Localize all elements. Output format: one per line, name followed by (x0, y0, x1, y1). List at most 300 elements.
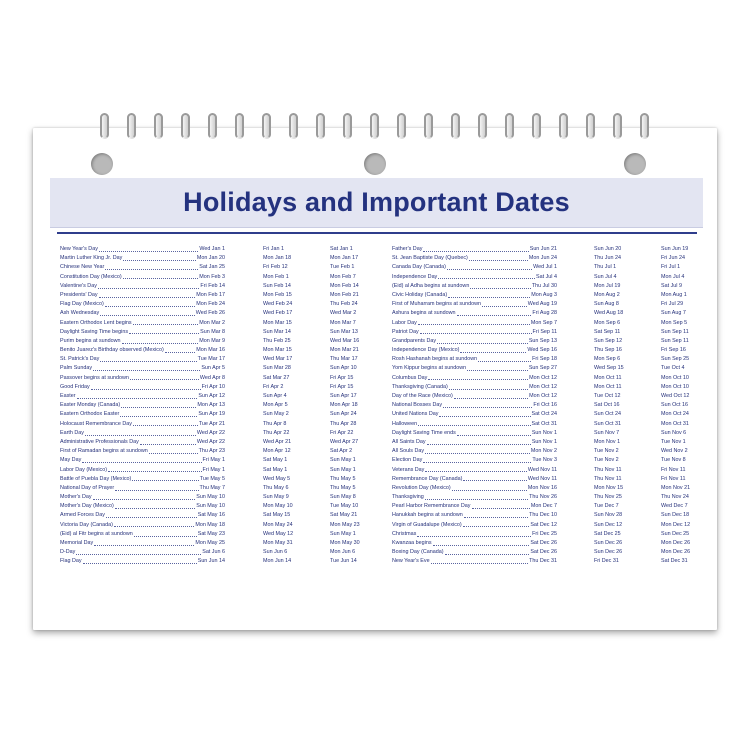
holiday-date-year2: Sat May 1 (263, 466, 288, 473)
holiday-date-year2: Wed Feb 17 (263, 310, 293, 317)
leader-dots (100, 355, 196, 362)
holiday-date-year3: Wed Mar 16 (330, 337, 360, 344)
holiday-date-year1: Tue Apr 21 (198, 420, 225, 427)
holiday-row (60, 355, 225, 364)
holiday-date-year1: Sat May 23 (197, 530, 225, 537)
holiday-date-year3: Tue Oct 4 (661, 365, 685, 372)
holiday-name: Civic Holiday (Canada) (392, 291, 448, 298)
holiday-date-year1: Tue Mar 17 (197, 356, 225, 363)
holiday-date-year3: Mon Jan 17 (330, 255, 359, 262)
leader-dots (91, 383, 201, 390)
holiday-row (392, 447, 557, 456)
left-holiday-names (60, 245, 225, 567)
holiday-name: Halloween (392, 420, 418, 427)
holiday-date-year2: Mon Mar 15 (263, 347, 292, 354)
holiday-row (60, 245, 225, 254)
holiday-date-year1: Tue Nov 3 (532, 457, 557, 464)
leader-dots (452, 484, 527, 491)
holiday-name: Valentine's Day (60, 282, 97, 289)
holiday-date-year1: Fri May 1 (202, 457, 225, 464)
holiday-date-year1: Sun Jun 21 (529, 246, 557, 252)
holiday-name: Boxing Day (Canada) (392, 549, 444, 556)
binding-ring (181, 113, 190, 139)
holiday-row (392, 254, 557, 263)
binding-ring (127, 113, 136, 139)
holiday-date-year3: Mon Oct 31 (661, 420, 689, 427)
holiday-name: Yom Kippur begins at sundown (392, 365, 467, 372)
binding-ring (532, 113, 541, 139)
holiday-name: Mother's Day (Mexico) (60, 503, 114, 510)
holiday-date-year1: Sun Mar 8 (200, 328, 225, 335)
holiday-date-year2: Sun Jun 20 (594, 246, 622, 252)
holiday-name: (Eid) al Adha begins at sundown (392, 282, 470, 289)
holiday-name: Ash Wednesday (60, 310, 100, 317)
holiday-name: Christmas (392, 530, 417, 537)
leader-dots (438, 273, 535, 280)
holiday-date-year2: Sun Feb 14 (263, 282, 291, 289)
holiday-row (392, 539, 557, 548)
holiday-date-year3: Mon Jul 4 (661, 273, 685, 280)
holiday-date-year2: Wed May 12 (263, 530, 294, 537)
holiday-name: Independence Day (392, 273, 438, 280)
holiday-date-year2: Sat May 15 (263, 512, 291, 519)
holiday-date-year2: Mon Oct 11 (594, 383, 622, 390)
holiday-date-year1: Mon Oct 12 (529, 383, 557, 390)
holiday-row (60, 401, 225, 410)
leader-dots (133, 420, 198, 427)
holiday-date-year1: Tue May 5 (199, 475, 225, 482)
leader-dots (470, 282, 531, 289)
holiday-date-year2: Thu Apr 8 (263, 420, 287, 427)
holiday-date-year2: Wed Feb 24 (263, 301, 293, 308)
leader-dots (121, 401, 196, 408)
leader-dots (99, 245, 198, 252)
holiday-date-year1: Thu Dec 10 (529, 512, 557, 519)
leader-dots (457, 429, 531, 436)
holiday-date-year1: Fri Oct 16 (533, 402, 557, 409)
holiday-date-year1: Mon Feb 3 (199, 273, 225, 280)
holiday-date-year3: Tue May 10 (330, 503, 359, 510)
holiday-date-year1: Mon Mar 9 (199, 337, 225, 344)
holiday-date-year1: Mon Oct 12 (529, 374, 557, 381)
holiday-date-year2: Thu Jul 1 (594, 264, 617, 271)
holiday-date-year1: Wed Sep 16 (527, 347, 557, 354)
holiday-row (392, 263, 557, 272)
holiday-date-year3: Sun Dec 18 (661, 512, 690, 519)
holiday-date-year2: Sat Oct 16 (594, 402, 620, 409)
holiday-date-year2: Thu Sep 16 (594, 347, 622, 354)
holiday-row (60, 273, 225, 282)
holiday-date-year2: Mon Apr 5 (263, 402, 288, 409)
holiday-date-year1: Mon Jun 24 (528, 255, 557, 262)
holiday-name: National Day of Prayer (60, 484, 115, 491)
holiday-date-year3: Sun Jun 19 (661, 246, 689, 252)
leader-dots (447, 263, 532, 270)
holiday-date-year1: Wed Jul 1 (533, 264, 557, 271)
holiday-date-year2: Mon Feb 15 (263, 291, 292, 298)
holiday-date-year3: Tue Nov 1 (661, 438, 686, 445)
holiday-row (60, 319, 225, 328)
holiday-date-year1: Sun Apr 12 (198, 393, 225, 399)
holiday-row (392, 309, 557, 318)
holiday-row (60, 300, 225, 309)
holiday-name: Victoria Day (Canada) (60, 521, 113, 528)
holiday-row (60, 383, 225, 392)
holiday-date-year2: Tue Dec 7 (594, 503, 619, 510)
holiday-date-year1: Mon Feb 24 (196, 301, 225, 308)
holiday-name: All Souls Day (392, 448, 425, 455)
holiday-name: Flag Day (Mexico) (60, 301, 104, 308)
holiday-name: D-Day (60, 549, 76, 556)
right-year3-dates (661, 245, 716, 567)
holiday-row (60, 521, 225, 530)
holiday-date-year3: Fri Nov 11 (661, 475, 686, 482)
holiday-date-year1: Fri May 1 (202, 466, 225, 473)
holiday-row (60, 254, 225, 263)
leader-dots (76, 548, 201, 555)
binding-ring (370, 113, 379, 139)
holiday-date-year1: Wed Aug 19 (527, 301, 557, 308)
holiday-date-year2: Mon Nov 1 (594, 438, 621, 445)
holiday-date-year1: Mon Mar 2 (199, 319, 225, 326)
holiday-row (392, 392, 557, 401)
holiday-date-year1: Wed Nov 11 (527, 466, 557, 473)
leader-dots (140, 438, 196, 445)
binding-ring (289, 113, 298, 139)
right-year2-dates (594, 245, 649, 567)
holiday-date-year1: Sun Apr 19 (198, 411, 225, 418)
holiday-name: Holocaust Remembrance Day (60, 420, 132, 427)
holiday-date-year2: Thu Nov 11 (594, 475, 622, 482)
holiday-date-year3: Thu Feb 24 (330, 301, 358, 308)
holiday-date-year2: Mon Nov 15 (594, 484, 624, 491)
holiday-name: Armed Forces Day (60, 512, 105, 519)
holiday-name: Daylight Saving Time begins (60, 328, 129, 335)
binding-ring (316, 113, 325, 139)
holiday-name: Eastern Orthodox Easter (60, 411, 120, 418)
holiday-date-year3: Sat Jul 9 (661, 282, 682, 289)
holiday-date-year3: Sun Apr 24 (330, 411, 357, 418)
leader-dots (94, 539, 194, 546)
holiday-row (60, 263, 225, 272)
holiday-date-year1: Sat May 16 (197, 512, 225, 519)
leader-dots (425, 466, 526, 473)
holiday-row (60, 374, 225, 383)
holiday-date-year3: Thu Nov 24 (661, 494, 689, 501)
left-year2-dates (263, 245, 318, 567)
holiday-name: (Eid) al Fitr begins at sundown (60, 530, 133, 537)
holiday-date-year3: Mon Oct 10 (661, 383, 689, 390)
holiday-name: Hanukkah begins at sundown (392, 512, 463, 519)
holiday-date-year1: Sun Jun 14 (197, 558, 225, 565)
spiral-binding (100, 113, 660, 143)
holiday-date-year1: Fri Apr 10 (201, 383, 225, 390)
leader-dots (132, 475, 198, 482)
leader-dots (431, 557, 529, 564)
holiday-date-year3: Wed Oct 12 (661, 393, 690, 399)
holiday-date-year2: Sun Mar 28 (263, 365, 291, 372)
holiday-date-year1: Wed Apr 8 (199, 374, 225, 381)
holiday-date-year3: Mon Apr 18 (330, 402, 358, 409)
holiday-date-year1: Wed Jan 1 (199, 246, 225, 252)
binding-ring (262, 113, 271, 139)
holiday-date-year3: Mon Mar 7 (330, 319, 356, 326)
holiday-row (60, 539, 225, 548)
holiday-date-year2: Sun Oct 31 (594, 420, 621, 427)
holiday-row (392, 346, 557, 355)
holiday-date-year3: Mon May 23 (330, 521, 360, 528)
holiday-date-year3: Fri Sep 16 (661, 347, 686, 354)
holiday-date-year3: Sun Sep 11 (661, 337, 689, 344)
holiday-row (60, 392, 225, 401)
leader-dots (115, 484, 198, 491)
holiday-date-year2: Sun Dec 12 (594, 521, 623, 528)
leader-dots (106, 511, 197, 518)
holiday-date-year2: Mon Sep 6 (594, 319, 621, 326)
leader-dots (134, 530, 197, 537)
leader-dots (457, 309, 532, 316)
holiday-date-year3: Mon Dec 26 (661, 549, 691, 556)
holiday-date-year1: Sun Sep 27 (528, 365, 557, 372)
holiday-date-year1: Fri Feb 14 (200, 282, 225, 289)
leader-dots (478, 355, 531, 362)
holiday-date-year2: Mon May 31 (263, 540, 293, 546)
holiday-name: Martin Luther King Jr. Day (60, 255, 123, 262)
holiday-name: Flag Day (60, 558, 82, 565)
holiday-date-year1: Thu May 7 (199, 484, 225, 491)
holiday-row (60, 493, 225, 502)
holiday-date-year2: Sun Jun 6 (263, 549, 288, 556)
holiday-date-year3: Thu Mar 17 (330, 356, 358, 363)
holiday-date-year2: Sun Aug 8 (594, 301, 619, 308)
holiday-row (60, 502, 225, 511)
holiday-name: Canada Day (Canada) (392, 264, 446, 271)
holiday-date-year1: Wed Nov 11 (527, 475, 557, 482)
holiday-date-year1: Mon Feb 17 (196, 291, 225, 298)
holiday-row (60, 364, 225, 373)
holiday-date-year3: Mon Oct 24 (661, 411, 689, 418)
holiday-date-year3: Sun Dec 25 (661, 530, 690, 537)
holiday-name: Thanksgiving (Canada) (392, 383, 448, 390)
holiday-date-year2: Thu Nov 25 (594, 494, 622, 501)
holiday-date-year3: Fri Jun 24 (661, 255, 685, 262)
holiday-date-year2: Sat Dec 25 (594, 530, 621, 537)
leader-dots (77, 392, 198, 399)
holiday-date-year3: Fri Jul 29 (661, 301, 684, 308)
holiday-date-year1: Sun Nov 1 (531, 438, 557, 445)
holiday-row (392, 374, 557, 383)
holiday-date-year2: Sun Apr 4 (263, 393, 287, 399)
title-rule (57, 232, 697, 234)
holiday-date-year2: Wed Aug 18 (594, 310, 624, 317)
holiday-name: Purim begins at sundown (60, 337, 121, 344)
holiday-name: Labor Day (Mexico) (60, 466, 108, 473)
holiday-name: May Day (60, 457, 82, 464)
holiday-date-year2: Thu May 6 (263, 484, 289, 491)
punch-hole-left (91, 153, 113, 175)
leader-dots (433, 539, 530, 546)
holiday-date-year3: Mon Feb 14 (330, 282, 359, 289)
holiday-date-year3: Mon Mar 21 (330, 347, 359, 354)
leader-dots (420, 328, 532, 335)
holiday-date-year2: Tue Oct 12 (594, 393, 621, 399)
leader-dots (427, 438, 531, 445)
holiday-date-year1: Mon May 25 (195, 540, 225, 546)
holiday-date-year1: Fri Dec 25 (532, 530, 557, 537)
holiday-name: United Nations Day (392, 411, 439, 418)
holiday-date-year2: Mon Feb 1 (263, 273, 289, 280)
holiday-row (392, 410, 557, 419)
holiday-date-year1: Sat Dec 26 (530, 549, 557, 556)
holiday-date-year2: Sat Mar 27 (263, 374, 290, 381)
holiday-row (392, 511, 557, 520)
holiday-date-year3: Thu May 5 (330, 484, 356, 491)
binding-ring (208, 113, 217, 139)
holiday-name: St. Patrick's Day (60, 356, 100, 363)
leader-dots (463, 521, 530, 528)
holiday-date-year1: Fri Sep 18 (532, 356, 557, 363)
holiday-row (392, 438, 557, 447)
leader-dots (100, 309, 195, 316)
holiday-name: Pearl Harbor Remembrance Day (392, 503, 471, 510)
holiday-date-year3: Sun May 1 (330, 530, 356, 537)
binding-ring (100, 113, 109, 139)
holiday-row (60, 291, 225, 300)
holiday-date-year3: Mon Feb 7 (330, 273, 356, 280)
holiday-date-year1: Thu Apr 23 (198, 448, 225, 455)
holiday-row (392, 282, 557, 291)
leader-dots (454, 392, 528, 399)
holiday-name: Easter Monday (Canada) (60, 402, 121, 409)
holiday-row (60, 548, 225, 557)
leader-dots (417, 530, 531, 537)
holiday-name: Day of the Race (Mexico) (392, 393, 453, 399)
holiday-row (60, 337, 225, 346)
leader-dots (123, 273, 199, 280)
holiday-row (392, 484, 557, 493)
holiday-name: Grandparents Day (392, 337, 437, 344)
holiday-name: Revolution Day (Mexico) (392, 484, 451, 491)
leader-dots (423, 245, 528, 252)
holiday-date-year3: Fri Apr 15 (330, 383, 354, 390)
holiday-name: Columbus Day (392, 374, 428, 381)
holiday-date-year3: Fri Apr 22 (330, 429, 354, 436)
leader-dots (149, 447, 198, 454)
leader-dots (428, 374, 528, 381)
holiday-name: All Saints Day (392, 438, 426, 445)
holiday-name: Constitution Day (Mexico) (60, 273, 122, 280)
holiday-name: New Year's Eve (392, 558, 430, 565)
leader-dots (437, 337, 528, 344)
holiday-date-year3: Thu May 5 (330, 475, 356, 482)
holiday-date-year1: Fri Aug 28 (532, 310, 557, 317)
holiday-date-year3: Sat May 21 (330, 512, 358, 519)
holiday-date-year3: Fri Nov 11 (661, 466, 686, 473)
holiday-date-year2: Mon Apr 12 (263, 448, 291, 455)
holiday-name: Easter (60, 393, 76, 399)
holiday-date-year3: Mon Dec 12 (661, 521, 691, 528)
holiday-date-year1: Wed Apr 22 (196, 438, 225, 445)
holiday-date-year3: Mon Jun 6 (330, 549, 356, 556)
holiday-date-year2: Sun Nov 7 (594, 429, 620, 436)
holiday-row (60, 447, 225, 456)
leader-dots (82, 456, 201, 463)
holiday-date-year3: Wed Dec 7 (661, 503, 688, 510)
leader-dots (460, 346, 526, 353)
binding-ring (343, 113, 352, 139)
holiday-date-year3: Mon Feb 21 (330, 291, 359, 298)
holiday-date-year3: Wed Apr 27 (330, 438, 359, 445)
holiday-date-year2: Sun Nov 28 (594, 512, 623, 519)
holiday-date-year2: Fri Apr 2 (263, 383, 284, 390)
binding-ring (154, 113, 163, 139)
holiday-name: Ashura begins at sundown (392, 310, 456, 317)
holiday-row (60, 484, 225, 493)
holiday-date-year1: Mon Sep 7 (530, 319, 557, 326)
holiday-date-year2: Wed Sep 15 (594, 365, 624, 372)
holiday-row (392, 273, 557, 282)
binding-ring (424, 113, 433, 139)
holiday-date-year2: Fri Feb 12 (263, 264, 288, 271)
holiday-date-year3: Mon Aug 1 (661, 291, 687, 298)
leader-dots (482, 300, 527, 307)
holiday-date-year1: Sun Apr 5 (201, 365, 225, 372)
holiday-date-year2: Sun Mar 14 (263, 328, 291, 335)
leader-dots (93, 493, 196, 500)
holiday-date-year3: Sun Sep 25 (661, 356, 690, 363)
holiday-name: Veterans Day (392, 466, 425, 473)
holiday-date-year1: Mon Dec 7 (530, 503, 557, 510)
holiday-date-year2: Wed Apr 21 (263, 438, 292, 445)
holiday-date-year3: Mon Dec 26 (661, 540, 691, 546)
holiday-date-year2: Sat May 1 (263, 457, 288, 464)
holiday-date-year3: Sat Dec 31 (661, 558, 688, 565)
holiday-date-year1: Mon Apr 13 (197, 402, 225, 409)
holiday-date-year1: Sat Jun 6 (202, 549, 225, 556)
holiday-name: Virgin of Guadalupe (Mexico) (392, 521, 462, 528)
holiday-date-year3: Tue Nov 8 (661, 457, 686, 464)
leader-dots (130, 374, 199, 381)
holiday-date-year1: Wed Feb 26 (195, 310, 225, 317)
leader-dots (418, 319, 530, 326)
holiday-date-year3: Sun Apr 17 (330, 393, 357, 399)
leader-dots (463, 475, 526, 482)
holiday-date-year2: Fri Jan 1 (263, 246, 284, 252)
holiday-date-year1: Sat Oct 24 (531, 411, 557, 418)
holiday-row (60, 438, 225, 447)
holiday-date-year1: Sun Nov 1 (531, 429, 557, 436)
holiday-date-year2: Thu Jun 24 (594, 255, 621, 262)
holiday-date-year2: Mon Mar 15 (263, 319, 292, 326)
leader-dots (469, 254, 528, 261)
holiday-date-year2: Mon Jul 19 (594, 282, 621, 289)
holiday-row (60, 346, 225, 355)
holiday-name: National Bosses Day (392, 402, 443, 409)
holiday-date-year2: Mon May 10 (263, 503, 293, 510)
holiday-row (392, 456, 557, 465)
holiday-row (60, 309, 225, 318)
leader-dots (445, 548, 530, 555)
holiday-row (60, 410, 225, 419)
holiday-date-year2: Sat Sep 11 (594, 328, 621, 335)
holiday-date-year3: Thu Apr 28 (330, 420, 357, 427)
holiday-row (392, 502, 557, 511)
holiday-name: Labor Day (392, 319, 417, 326)
leader-dots (423, 456, 531, 463)
holiday-date-year3: Tue Feb 1 (330, 264, 355, 271)
holiday-date-year3: Fri Jul 1 (661, 264, 681, 271)
leader-dots (443, 401, 532, 408)
